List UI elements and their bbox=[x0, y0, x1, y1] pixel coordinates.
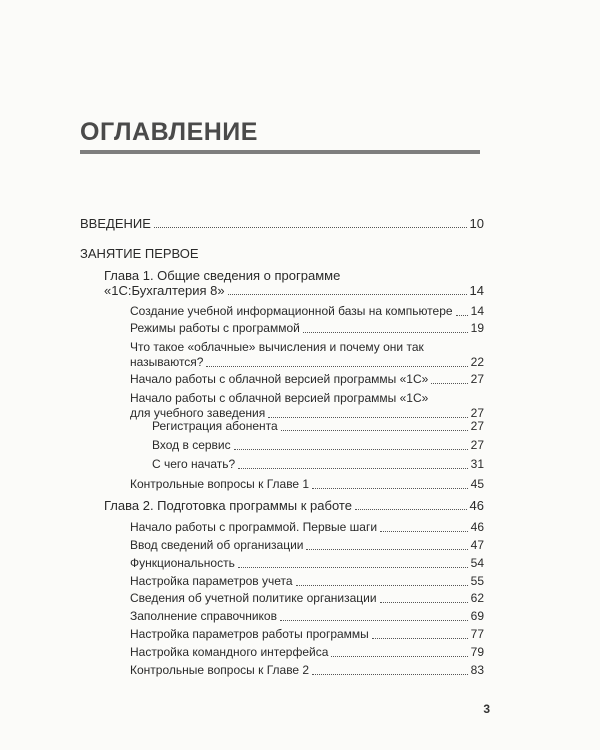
toc-page-number: 45 bbox=[470, 477, 484, 491]
leader-dots bbox=[456, 315, 468, 316]
leader-dots bbox=[431, 383, 467, 384]
toc-entry-label: Режимы работы с программой bbox=[130, 321, 300, 335]
toc-entry-label: Создание учебной информационной базы на компьютере bbox=[130, 304, 453, 318]
toc-page-number: 27 bbox=[470, 406, 484, 420]
toc-entry-sub[interactable] bbox=[152, 438, 484, 453]
toc-entry-label: ВВЕДЕНИЕ bbox=[80, 216, 151, 231]
toc-entry-label: Регистрация абонента bbox=[152, 419, 278, 433]
toc-entry-label-cont: называются? bbox=[130, 355, 204, 369]
toc-entry-label: Начало работы с программой. Первые шаги bbox=[130, 520, 378, 534]
toc-page-number: 10 bbox=[469, 216, 484, 231]
leader-dots bbox=[296, 585, 468, 586]
toc-page-number: 31 bbox=[470, 457, 484, 471]
toc-page-number: 27 bbox=[470, 372, 484, 386]
toc-entry[interactable] bbox=[130, 340, 484, 370]
toc-entry[interactable] bbox=[130, 645, 484, 660]
toc-entry-label: Что такое «облачные» вычисления и почему они так bbox=[130, 340, 424, 354]
leader-dots bbox=[238, 567, 468, 568]
toc-entry-label: Начало работы с облачной версией программы «1С» bbox=[130, 391, 429, 405]
toc-page-number: 27 bbox=[470, 438, 484, 452]
leader-dots bbox=[306, 549, 467, 550]
page-title: ОГЛАВЛЕНИЕ bbox=[80, 118, 258, 146]
leader-dots bbox=[280, 620, 468, 621]
toc-entry[interactable] bbox=[130, 538, 484, 553]
toc-entry[interactable] bbox=[130, 591, 484, 606]
toc-entry[interactable] bbox=[130, 304, 484, 319]
toc-entry-sub[interactable] bbox=[152, 419, 484, 434]
toc-page-number: 14 bbox=[470, 304, 484, 318]
toc-entry-label: Контрольные вопросы к Главе 2 bbox=[130, 663, 310, 677]
leader-dots bbox=[268, 417, 467, 418]
toc-page-number: 55 bbox=[470, 574, 484, 588]
leader-dots bbox=[372, 638, 468, 639]
leader-dots bbox=[206, 366, 467, 367]
toc-page-number: 54 bbox=[470, 556, 484, 570]
toc-entry-label: Начало работы с облачной версией программы «1С» bbox=[130, 372, 429, 386]
toc-entry-label: Настройка параметров работы программы bbox=[130, 627, 369, 641]
toc-page-number: 83 bbox=[470, 663, 484, 677]
toc-entry[interactable] bbox=[130, 477, 484, 492]
toc-entry[interactable] bbox=[130, 520, 484, 535]
leader-dots bbox=[380, 531, 468, 532]
toc-entry-label: Ввод сведений об организации bbox=[130, 538, 304, 552]
toc-entry-label: С чего начать? bbox=[152, 457, 236, 471]
toc-entry-chapter-2[interactable] bbox=[104, 498, 484, 513]
toc-page-number: 27 bbox=[470, 419, 484, 433]
leader-dots bbox=[355, 509, 467, 510]
leader-dots bbox=[380, 602, 468, 603]
toc-entry[interactable] bbox=[130, 609, 484, 624]
toc-page-number: 77 bbox=[470, 627, 484, 641]
toc-page-number: 62 bbox=[470, 591, 484, 605]
leader-dots bbox=[303, 332, 468, 333]
toc-entry-label: Настройка командного интерфейса bbox=[130, 645, 329, 659]
section-heading: ЗАНЯТИЕ ПЕРВОЕ bbox=[80, 246, 199, 261]
toc-entry-label: Глава 1. Общие сведения о программе bbox=[104, 268, 341, 283]
leader-dots bbox=[312, 488, 468, 489]
toc-entry[interactable] bbox=[130, 556, 484, 571]
toc-entry[interactable] bbox=[130, 574, 484, 589]
toc-entry[interactable] bbox=[130, 663, 484, 678]
toc-entry-label: Вход в сервис bbox=[152, 438, 231, 452]
toc-page-number: 69 bbox=[470, 609, 484, 623]
toc-entry-chapter-1[interactable] bbox=[104, 268, 484, 298]
toc-page-number: 19 bbox=[470, 321, 484, 335]
leader-dots bbox=[312, 674, 468, 675]
leader-dots bbox=[154, 227, 467, 228]
leader-dots bbox=[281, 430, 468, 431]
toc-entry-label: Глава 2. Подготовка программы к работе bbox=[104, 498, 352, 513]
leader-dots bbox=[238, 468, 467, 469]
leader-dots bbox=[234, 449, 468, 450]
toc-entry[interactable] bbox=[130, 391, 484, 421]
toc-entry-label-cont: для учебного заведения bbox=[130, 406, 266, 420]
toc-entry-intro[interactable] bbox=[80, 216, 484, 231]
page-number: 3 bbox=[483, 702, 490, 716]
toc-page-number: 47 bbox=[470, 538, 484, 552]
toc-page-number: 46 bbox=[470, 520, 484, 534]
toc-entry-label: Сведения об учетной политике организации bbox=[130, 591, 377, 605]
toc-entry-sub[interactable] bbox=[152, 457, 484, 472]
toc-entry-label-cont: «1С:Бухгалтерия 8» bbox=[104, 283, 225, 298]
toc-entry-label: Заполнение справочников bbox=[130, 609, 277, 623]
leader-dots bbox=[331, 656, 467, 657]
toc-entry-label: Функциональность bbox=[130, 556, 235, 570]
leader-dots bbox=[228, 294, 467, 295]
toc-entry[interactable] bbox=[130, 372, 484, 387]
toc-page-number: 22 bbox=[470, 355, 484, 369]
toc-page-number: 46 bbox=[469, 498, 484, 513]
toc-page-number: 14 bbox=[469, 283, 484, 298]
toc-entry-label: Настройка параметров учета bbox=[130, 574, 293, 588]
toc-page-number: 79 bbox=[470, 645, 484, 659]
toc-entry[interactable] bbox=[130, 627, 484, 642]
toc-entry[interactable] bbox=[130, 321, 484, 336]
toc-entry-label: Контрольные вопросы к Главе 1 bbox=[130, 477, 310, 491]
